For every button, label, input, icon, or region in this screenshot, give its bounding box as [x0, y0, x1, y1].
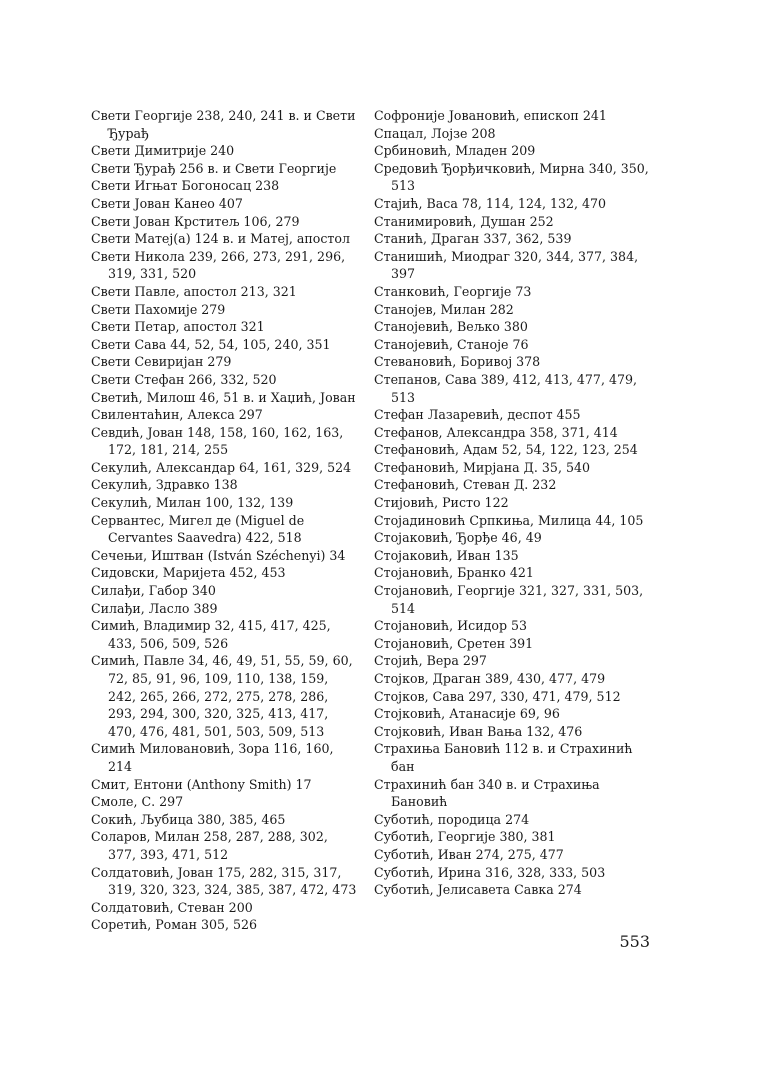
index-entry: Севдић, Јован 148, 158, 160, 162, 163, 172, 181, 214, 255 [91, 424, 344, 458]
index-entry: Свети Георгије 238, 240, 241 в. и Свети Ђурађ [91, 108, 356, 141]
index-entry: Секулић, Александар 64, 161, 329, 524 [91, 459, 352, 475]
index-entry: Стојановић, Сретен 391 [374, 635, 534, 651]
index-entry: Сидовски, Маријета 452, 453 [91, 565, 286, 581]
index-entry: Свети Никола 239, 266, 273, 291, 296, 319, 331, 520 [91, 248, 346, 282]
index-entry: Стефановић, Мирјана Д. 35, 540 [374, 459, 590, 475]
index-entry: Силађи, Габор 340 [91, 583, 216, 599]
index-entry: Стијовић, Ристо 122 [374, 495, 509, 511]
index-entry: Свети Игњат Богоносац 238 [91, 178, 280, 194]
index-entry: Свети Севиријан 279 [91, 354, 232, 370]
index-entry: Суботић, Ирина 316, 328, 333, 503 [374, 864, 606, 880]
index-entry: Свети Димитрије 240 [91, 143, 235, 159]
index-entry: Стојаковић, Иван 135 [374, 547, 519, 563]
index-entry: Спацал, Лојзе 208 [374, 125, 496, 141]
index-entry: Свети Јован Канео 407 [91, 195, 243, 211]
index-entry: Свети Матеј(а) 124 в. и Матеј, апостол [91, 231, 350, 247]
index-entry: Суботић, Иван 274, 275, 477 [374, 846, 564, 862]
index-entry: Степанов, Сава 389, 412, 413, 477, 479, 513 [374, 371, 637, 405]
index-entry: Стевановић, Боривој 378 [374, 354, 541, 370]
index-entry: Страхиња Бановић 112 в. и Страхинић бан [374, 741, 633, 774]
index-entry: Стојковић, Атанасије 69, 96 [374, 706, 560, 722]
index-entry: Станимировић, Душан 252 [374, 213, 554, 229]
index-entry: Софроније Јовановић, епископ 241 [374, 108, 607, 123]
index-entry: Секулић, Милан 100, 132, 139 [91, 495, 294, 511]
index-entry: Стојановић, Георгије 321, 327, 331, 503, 514 [374, 583, 644, 616]
index-entry: Стефанов, Александра 358, 371, 414 [374, 424, 618, 440]
index-entry: Соларов, Милан 258, 287, 288, 302, 377, 393, 471, 512 [91, 829, 328, 862]
index-entry: Станић, Драган 337, 362, 539 [374, 231, 572, 247]
index-entry: Стојановић, Исидор 53 [374, 618, 528, 634]
index-entry: Станојевић, Вељко 380 [374, 319, 528, 335]
index-entry: Свети Стефан 266, 332, 520 [91, 371, 277, 387]
index-entry: Смоле, С. 297 [91, 794, 184, 810]
index-entry: Станковић, Георгије 73 [374, 283, 532, 299]
index-entry: Сокић, Љубица 380, 385, 465 [91, 811, 286, 827]
index-entry: Солдатовић, Стеван 200 [91, 899, 253, 915]
index-entry: Суботић, породица 274 [374, 811, 530, 827]
index-entry: Стојадиновић Српкиња, Милица 44, 105 [374, 512, 644, 528]
index-entry: Суботић, Георгије 380, 381 [374, 829, 556, 845]
index-entry: Стефановић, Адам 52, 54, 122, 123, 254 [374, 442, 638, 458]
index-entry: Смит, Ентони (Anthony Smith) 17 [91, 776, 312, 792]
index-entry: Станојевић, Станоје 76 [374, 336, 529, 352]
index-entry: Симић, Владимир 32, 415, 417, 425, 433, 506, 509, 526 [91, 618, 331, 651]
index-column-right [374, 107, 654, 899]
index-entry: Стојановић, Бранко 421 [374, 565, 534, 581]
index-entry: Стојков, Сава 297, 330, 471, 479, 512 [374, 688, 621, 704]
index-entry: Свети Пахомије 279 [91, 301, 226, 317]
index-entry: Свети Петар, апостол 321 [91, 319, 265, 335]
index-entry: Страхинић бан 340 в. и Страхиња Бановић [374, 776, 600, 810]
index-entry: Станојев, Милан 282 [374, 301, 514, 317]
index-entry: Свети Павле, апостол 213, 321 [91, 283, 297, 299]
index-entry: Суботић, Јелисавета Савка 274 [374, 882, 582, 898]
index-entry: Симић, Павле 34, 46, 49, 51, 55, 59, 60, 72, 85, 91, 96, 109, 110, 138, 159, 242, 265, 266, 272, 275, 278, 286, 293, 294, 300, 320, 325, 413, 417, 470, 476, 481, 501, 503, 509, 513 [91, 653, 353, 739]
index-entry: Симић Миловановић, Зора 116, 160, 214 [91, 741, 334, 774]
index-column-left [91, 107, 359, 934]
index-entry: Сервантес, Мигел де (Miguel de Cervantes Saavedra) 422, 518 [91, 512, 305, 546]
index-entry: Свети Сава 44, 52, 54, 105, 240, 351 [91, 336, 331, 352]
index-entry: Свети Ђурађ 256 в. и Свети Георгије [91, 160, 337, 176]
index-entry: Србиновић, Младен 209 [374, 143, 536, 159]
index-entry: Станишић, Миодраг 320, 344, 377, 384, 397 [374, 248, 639, 282]
index-entry: Стајић, Васа 78, 114, 124, 132, 470 [374, 195, 607, 211]
index-entry: Сечењи, Иштван (István Széchenyi) 34 [91, 547, 346, 563]
index-entry: Стојковић, Иван Вања 132, 476 [374, 723, 583, 739]
index-entry: Стефановић, Стеван Д. 232 [374, 477, 557, 493]
index-entry: Средовић Ђорђичковић, Мирна 340, 350, 513 [374, 160, 649, 194]
page-number: 553 [619, 932, 650, 951]
index-entry: Силађи, Ласло 389 [91, 600, 218, 616]
index-entry: Стојић, Вера 297 [374, 653, 487, 669]
index-entry: Стефан Лазаревић, деспот 455 [374, 407, 581, 423]
index-entry: Свилентаћин, Алекса 297 [91, 407, 263, 423]
index-entry: Светић, Милош 46, 51 в. и Хаџић, Јован [91, 389, 356, 405]
index-entry: Солдатовић, Јован 175, 282, 315, 317, 319, 320, 323, 324, 385, 387, 472, 473 [91, 864, 357, 898]
index-entry: Секулић, Здравко 138 [91, 477, 238, 493]
index-entry: Стојков, Драган 389, 430, 477, 479 [374, 671, 606, 686]
index-entry: Стојаковић, Ђорђе 46, 49 [374, 530, 542, 546]
index-entry: Свети Јован Крститељ 106, 279 [91, 213, 300, 229]
index-entry: Соретић, Роман 305, 526 [91, 917, 258, 933]
